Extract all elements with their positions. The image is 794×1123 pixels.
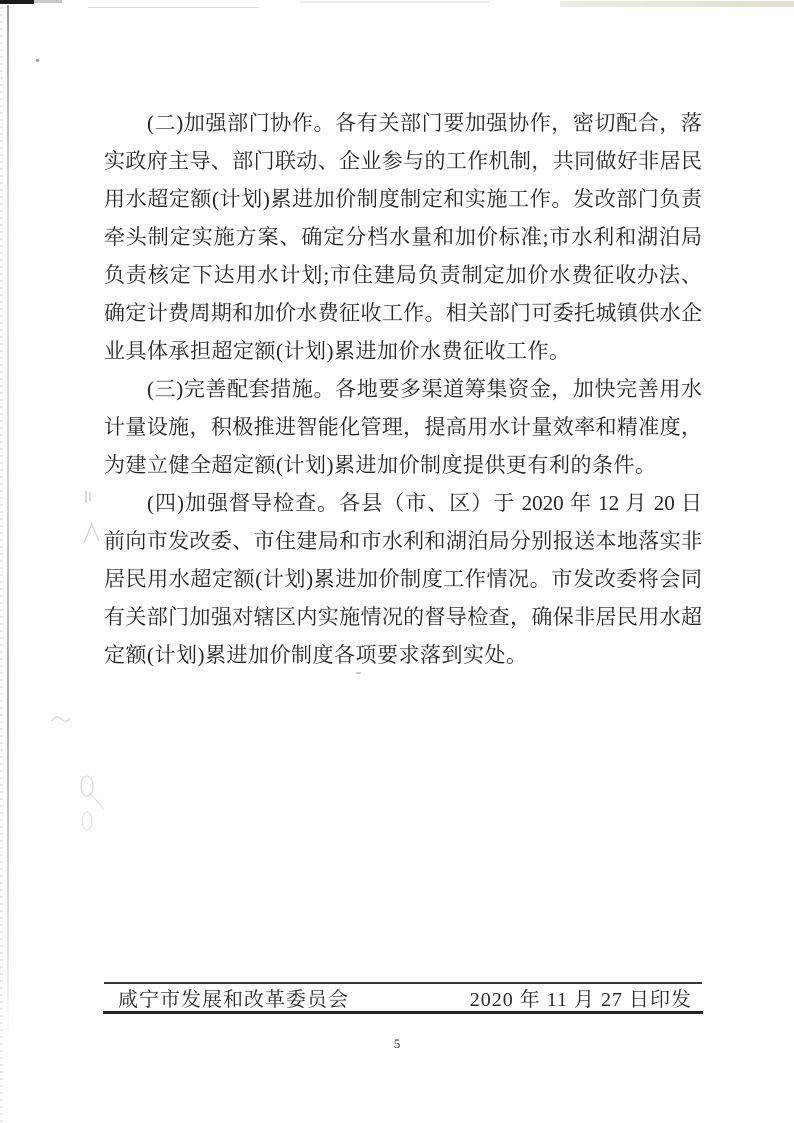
issuing-office: 咸宁市发展和改革委员会 [118,989,349,1011]
text-line: 负责核定下达用水计划;市住建局负责制定加价水费征收办法、 [104,263,702,287]
text-line: (四)加强督导检查。各县（市、区）于 2020 年 12 月 20 日 [147,491,702,515]
pencil-circle-mark [78,775,108,833]
text-line: 前向市发改委、市住建局和市水利和湖泊局分别报送本地落实非 [104,529,702,553]
text-line: 用水超定额(计划)累进加价制度制定和实施工作。发改部门负责 [104,187,702,211]
print-date: 2020 年 11 月 27 日印发 [469,989,692,1011]
scan-edge-speckle [0,0,3,1123]
text-line: 牵头制定实施方案、确定分档水量和加价标准;市水利和湖泊局 [104,225,702,249]
text-line: 有关部门加强对辖区内实施情况的督导检查，确保非居民用水超 [104,605,702,629]
pencil-margin-mark [80,489,102,545]
text-line: (三)完善配套措施。各地要多渠道筹集资金，加快完善用水 [147,377,702,401]
text-line: 实政府主导、部门联动、企业参与的工作机制，共同做好非居民 [104,149,702,173]
text-line: 确定计费周期和加价水费征收工作。相关部门可委托城镇供水企 [104,301,702,325]
scan-edge-line [7,5,9,1040]
scan-top-streak [88,7,258,8]
text-line: 业具体承担超定额(计划)累进加价水费征收工作。 [104,339,571,363]
text-line: 为建立健全超定额(计划)累进加价制度提供更有利的条件。 [104,453,657,477]
text-line: 定额(计划)累进加价制度各项要求落到实处。 [104,643,528,667]
text-line: (二)加强部门协作。各有关部门要加强协作，密切配合，落 [147,111,702,135]
footer [104,984,702,1011]
scan-corner-mark-faded [34,0,62,3]
scan-corner-mark [0,0,34,4]
pencil-tick-mark [50,712,72,726]
scan-top-streak [560,1,794,7]
text-line: 计量设施，积极推进智能化管理，提高用水计量效率和精准度， [104,415,702,439]
footer-rule-bottom [103,1011,703,1014]
scan-speck [36,59,39,62]
scan-top-streak [300,1,490,3]
text-line: 居民用水超定额(计划)累进加价制度工作情况。市发改委将会同 [104,567,702,591]
page-number: 5 [393,1036,401,1051]
document-body [104,104,702,674]
